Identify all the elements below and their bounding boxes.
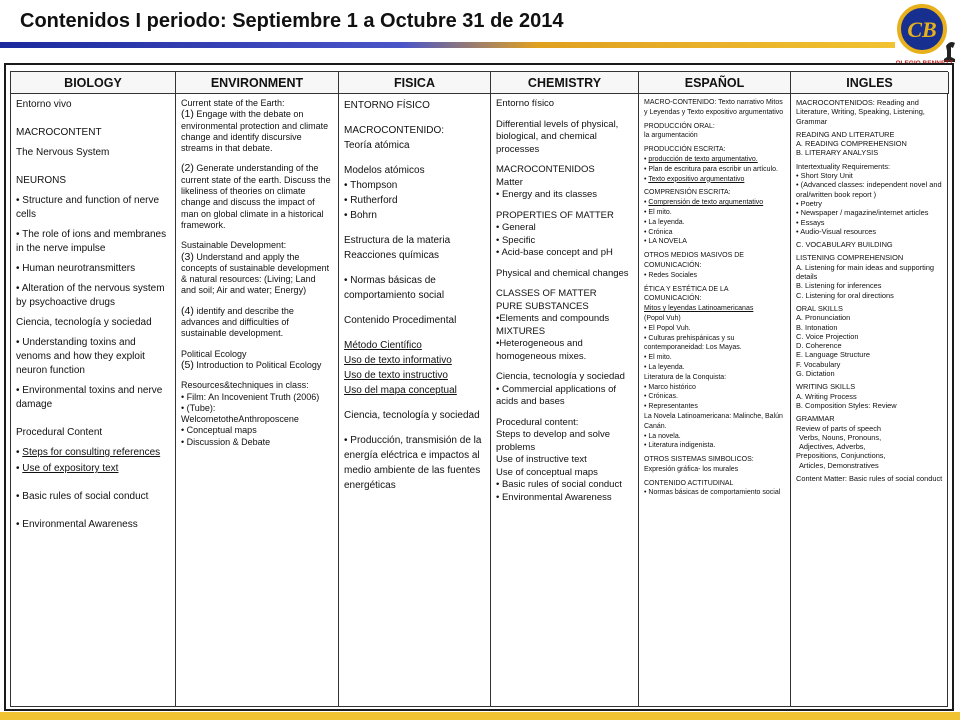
biology-line: • Alteration of the nervous system by psychoactive drugs — [16, 283, 165, 308]
chess-knight-icon — [944, 42, 955, 62]
biology-line: • Use of expository text — [16, 463, 119, 474]
environment-line: • Film: An Incovenient Truth (2006) — [181, 391, 320, 402]
espanol-line: • Crónicas. — [644, 393, 678, 401]
biology-line: • Steps for consulting references — [16, 447, 161, 458]
espanol-line: PRODUCCIÓN ORAL: — [644, 122, 715, 130]
fisica-line: • Thompson — [344, 180, 398, 191]
chemistry-line: • Acid-base concept and pH — [496, 247, 613, 258]
biology-link: Steps for consulting references — [22, 447, 161, 458]
fisica-line: Uso de texto informativo — [344, 355, 452, 366]
environment-line: (5) Introduction to Political Ecology — [181, 358, 322, 371]
biology-line: • Understanding toxins and venoms and how they exploit neuron function — [16, 337, 145, 376]
ingles-line: LISTENING COMPREHENSION — [796, 253, 904, 263]
biology-line: • Environmental toxins and nerve damage — [16, 385, 163, 410]
chemistry-line: Matter — [496, 176, 523, 188]
ingles-line: B. LITERARY ANALYSIS — [796, 148, 879, 158]
fisica-line: • Normas básicas de comportamiento social — [344, 275, 445, 301]
espanol-line: • Normas básicas de comportamiento social — [644, 489, 781, 497]
chemistry-line: • Commercial applications of acids and bases — [496, 383, 617, 407]
ingles-line: A. Listening for main ideas and supporting details — [796, 262, 935, 282]
environment-line: (4) identify and describe the advances and difficulties of sustainable development. — [181, 304, 294, 339]
chemistry-line: Differential levels of physical, biological, and chemical processes — [496, 118, 619, 155]
fisica-line: • Bohrn — [344, 210, 377, 221]
fisica-line: Modelos atómicos — [344, 165, 425, 176]
chemistry-line: Steps to develop and solve problems — [496, 429, 611, 453]
ingles-line: B. Composition Styles: Review — [796, 400, 897, 410]
espanol-line: • La leyenda. — [644, 218, 685, 226]
espanol-line: • Plan de escritura para escribir un artículo. — [644, 165, 778, 173]
ingles-line: E. Language Structure — [796, 350, 870, 360]
fisica-line: • Producción, transmisión de la energía eléctrica e impactos al medio ambiente de las fuentes energéticas — [344, 435, 482, 491]
header-biology: BIOLOGY — [11, 72, 176, 94]
chemistry-line: •Elements and compounds — [496, 313, 610, 324]
espanol-line: • Redes Sociales — [644, 271, 698, 279]
espanol-line: • La novela. — [644, 432, 681, 440]
ingles-line: MACROCONTENIDOS: Reading and Literature, Writing, Speaking, Listening, Grammar — [796, 98, 925, 126]
cell-environment — [176, 94, 339, 706]
espanol-line: • Crónica — [644, 228, 673, 236]
ingles-line: WRITING SKILLS — [796, 382, 856, 392]
ingles-line: F. Vocabulary — [796, 359, 841, 369]
biology-line: Entorno vivo — [16, 99, 72, 110]
chemistry-line: PURE SUBSTANCES — [496, 300, 589, 312]
fisica-line: MACROCONTENIDO: — [344, 125, 444, 136]
ingles-line: • (Advanced classes: independent novel and oral/written book report ) — [796, 180, 942, 199]
espanol-line: • Culturas prehispánicas y su contemporaneidad: Los Mayas. — [644, 334, 742, 352]
chemistry-line: • Energy and its classes — [496, 189, 598, 200]
ingles-line: ORAL SKILLS — [796, 303, 843, 313]
espanol-line: La Novela Latinoamericana: Malinche, Balún Canán. — [644, 412, 783, 430]
espanol-line: Expresión gráfica- los murales — [644, 465, 739, 473]
espanol-line: Mitos y leyendas Latinoamericanas — [644, 305, 754, 313]
fisica-line: Estructura de la materia — [344, 235, 451, 246]
environment-line: • Conceptual maps — [181, 425, 257, 436]
ingles-line: • Short Story Unit — [796, 171, 853, 181]
ingles-line: Intertextuality Requirements: — [796, 161, 891, 171]
environment-line: (3) Understand and apply the concepts of sustainable development & natural resources: (Living; Land and soil; Air and water; Energy) — [181, 250, 330, 296]
ingles-line: • Newspaper / magazine/internet articles — [796, 208, 929, 218]
ingles-line: A. Writing Process — [796, 391, 857, 401]
title-underline-bar — [0, 42, 895, 48]
chemistry-line: Ciencia, tecnología y sociedad — [496, 371, 625, 382]
school-logo — [896, 4, 958, 70]
ingles-line: Articles, Demonstratives — [799, 460, 879, 470]
espanol-line: MACRO-CONTENIDO: Texto narrativo Mitos y Leyendas y Texto expositivo argumentativo — [644, 99, 784, 116]
ingles-line: A. Pronunciation — [796, 313, 851, 323]
espanol-line: Literatura de la Conquista: — [644, 373, 727, 381]
espanol-line: PRODUCCIÓN ESCRITA: — [644, 146, 726, 154]
chemistry-line: • Environmental Awareness — [496, 491, 612, 503]
espanol-line: OTROS MEDIOS MASIVOS DE COMUNICACIÓN: — [644, 252, 744, 269]
ingles-line: B. Intonation — [796, 322, 838, 332]
chemistry-line: MIXTURES — [496, 325, 546, 337]
espanol-line: OTROS SISTEMAS SIMBOLICOS: — [644, 456, 754, 464]
espanol-line: • Comprensión de texto argumentativo — [644, 199, 764, 207]
fisica-line: Reacciones químicas — [344, 250, 440, 261]
header-fisica: FISICA — [339, 72, 491, 94]
ingles-line: Review of parts of speech — [796, 423, 882, 433]
espanol-line: • Texto expositivo argumentativo — [644, 175, 745, 183]
chemistry-line: PROPERTIES OF MATTER — [496, 209, 614, 221]
biology-link: Use of expository text — [22, 463, 119, 474]
logo-initials: CB — [907, 17, 937, 42]
ingles-line: C. Voice Projection — [796, 331, 859, 341]
environment-line: (1) Engage with the debate on environmental protection and climate change and identify discursive streams in that debate. — [181, 108, 329, 154]
espanol-line: • El Popol Vuh. — [644, 324, 691, 332]
environment-line: Current state of the Earth: — [181, 98, 285, 108]
chemistry-line: CLASSES OF MATTER — [496, 288, 597, 299]
espanol-line: • La leyenda. — [644, 363, 685, 371]
fisica-line: ENTORNO FÍSICO — [344, 100, 430, 111]
espanol-line: • Representantes — [644, 403, 698, 411]
ingles-line: C. Listening for oral directions — [796, 290, 894, 300]
environment-line: Political Ecology — [181, 348, 247, 359]
espanol-line: • Literatura indigenista. — [644, 442, 716, 450]
ingles-line: Verbs, Nouns, Pronouns, — [799, 432, 882, 442]
espanol-line: • LA NOVELA — [644, 238, 687, 246]
biology-line: Procedural Content — [16, 427, 103, 438]
espanol-line: • producción de texto argumentativo. — [644, 155, 758, 163]
biology-line: MACROCONTENT — [16, 127, 102, 138]
ingles-line: Prepositions, Conjunctions, — [796, 451, 886, 461]
espanol-line: (Popol Vuh) — [644, 314, 681, 322]
header-espanol: ESPAÑOL — [639, 72, 791, 94]
ingles-line: G. Dictation — [796, 369, 835, 379]
chemistry-line: • Specific — [496, 234, 536, 246]
contents-table — [10, 71, 948, 707]
biology-line: • Structure and function of nerve cells — [16, 195, 160, 220]
espanol-line: COMPRENSIÓN ESCRITA: — [644, 189, 731, 197]
header-environment: ENVIRONMENT — [176, 72, 339, 94]
fisica-line: • Rutherford — [344, 195, 398, 206]
cell-biology — [11, 94, 176, 706]
cell-fisica — [339, 94, 491, 706]
biology-line: NEURONS — [16, 175, 67, 186]
espanol-line: • El mito. — [644, 354, 672, 362]
fisica-line: Uso del mapa conceptual — [344, 385, 457, 396]
page-title: Contenidos I periodo: Septiembre 1 a Octubre 31 de 2014 — [20, 10, 564, 32]
fisica-line: Uso de texto instructivo — [344, 370, 448, 381]
content-frame — [4, 63, 954, 711]
header-ingles: INGLES — [791, 72, 949, 94]
chemistry-line: Physical and chemical changes — [496, 267, 629, 279]
ingles-line: D. Coherence — [796, 341, 842, 351]
ingles-line: C. VOCABULARY BUILDING — [796, 240, 893, 250]
espanol-line: la argumentación — [644, 132, 698, 140]
espanol-line: ÉTICA Y ESTÉTICA DE LA COMUNICACIÓN: — [644, 285, 729, 303]
biology-line: • The role of ions and membranes in the nerve impulse — [16, 229, 167, 254]
biology-line: • Human neurotransmitters — [16, 263, 136, 274]
biology-line: Ciencia, tecnología y sociedad — [16, 317, 152, 328]
chemistry-line: Entorno físico — [496, 98, 555, 109]
cell-chemistry — [491, 94, 639, 706]
ingles-line: READING AND LITERATURE — [796, 129, 895, 139]
cell-ingles — [791, 94, 949, 706]
bottom-accent-bar — [0, 712, 960, 720]
biology-line: • Environmental Awareness — [16, 519, 138, 530]
ingles-line: Content Matter: Basic rules of social conduct — [796, 473, 943, 483]
biology-line: The Nervous System — [16, 147, 110, 158]
chemistry-line: Use of conceptual maps — [496, 466, 598, 478]
fisica-line: Teoría atómica — [344, 140, 410, 151]
header-chemistry: CHEMISTRY — [491, 72, 639, 94]
ingles-line: A. READING COMPREHENSION — [796, 139, 907, 149]
biology-line: • Basic rules of social conduct — [16, 491, 149, 502]
fisica-line: Ciencia, tecnología y sociedad — [344, 410, 480, 421]
chemistry-line: • General — [496, 222, 536, 233]
ingles-line: • Poetry — [796, 198, 823, 208]
ingles-line: GRAMMAR — [796, 414, 835, 424]
chemistry-line: Use of instructive text — [496, 454, 587, 465]
chemistry-line: •Heterogeneous and homogeneous mixes. — [496, 338, 587, 362]
ingles-line: • Essays — [796, 217, 825, 227]
fisica-line: Contenido Procedimental — [344, 315, 457, 326]
environment-line: Sustainable Development: — [181, 240, 287, 251]
chemistry-line: MACROCONTENIDOS — [496, 164, 595, 175]
environment-line: (2) Generate understanding of the current state of the earth. Discuss the likeliness of theories on climate change and discuss the impact of man on global climate in a historical framework. — [181, 162, 331, 230]
ingles-line: • Audio-Visual resources — [796, 226, 877, 236]
espanol-line: • Marco histórico — [644, 383, 696, 391]
cell-espanol — [639, 94, 791, 706]
environment-line: • (Tube): WelcometotheAnthroposcene — [181, 402, 299, 425]
fisica-line: Método Científico — [344, 340, 422, 351]
chemistry-line: Procedural content: — [496, 416, 579, 428]
espanol-line: CONTENIDO ACTITUDINAL — [644, 479, 734, 487]
espanol-line: • El mito. — [644, 208, 672, 216]
chemistry-line: • Basic rules of social conduct — [496, 479, 622, 490]
environment-line: • Discussion & Debate — [181, 436, 271, 447]
environment-line: Resources&techniques in class: — [181, 380, 309, 391]
ingles-line: B. Listening for inferences — [796, 281, 882, 291]
ingles-line: Adjectives, Adverbs, — [799, 442, 866, 452]
